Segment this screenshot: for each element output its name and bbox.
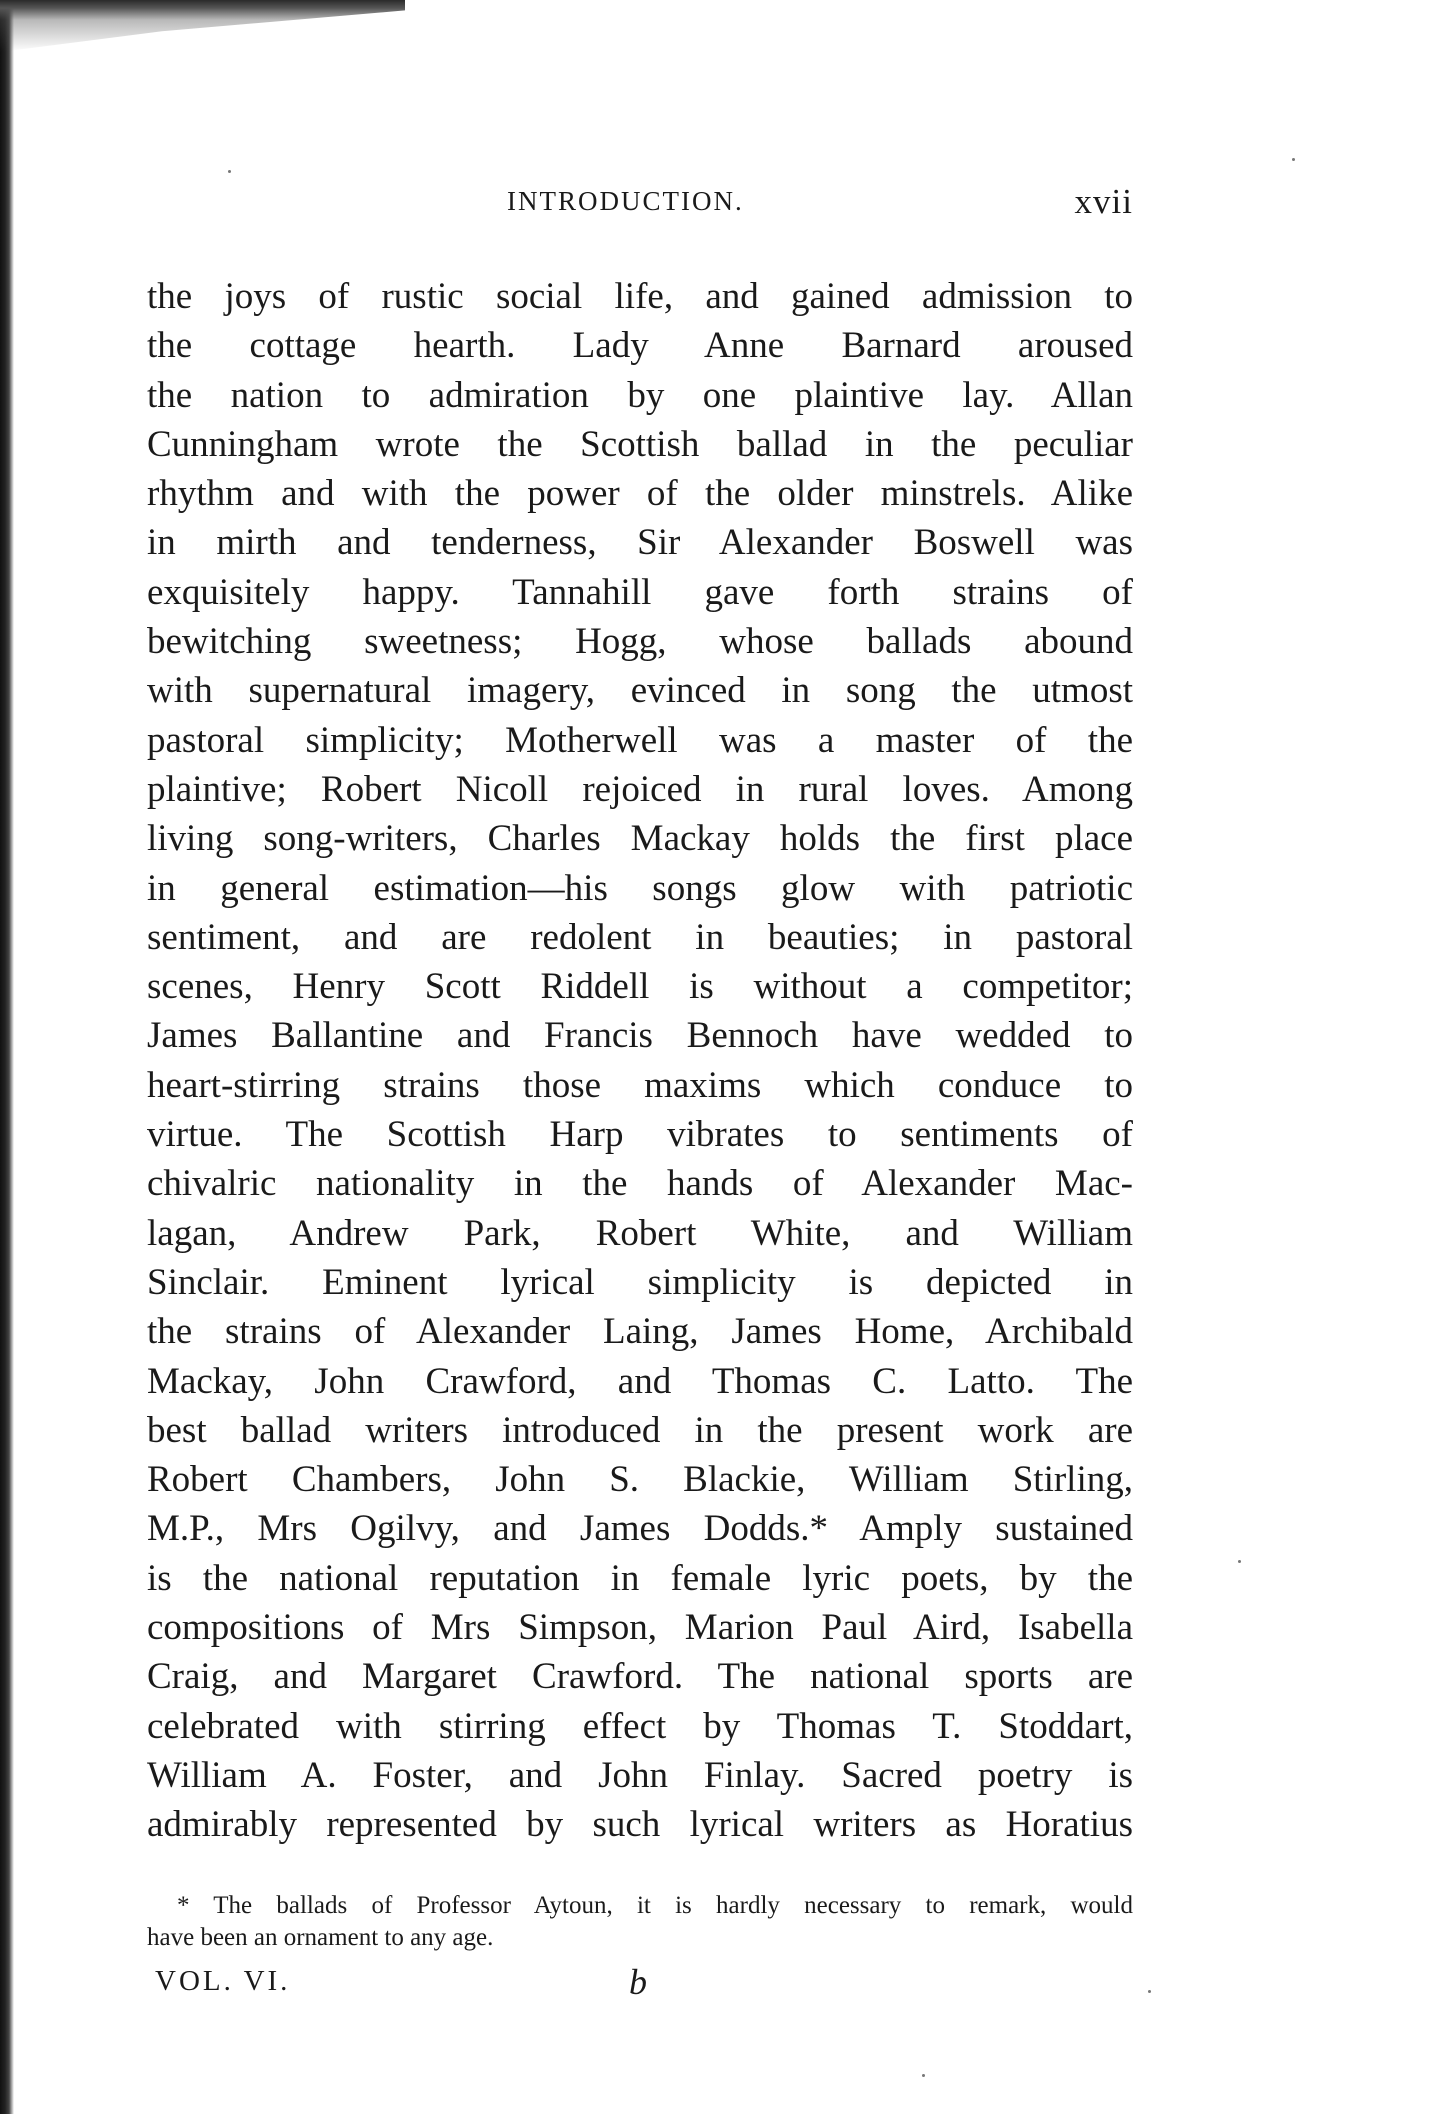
text-line: in mirth and tenderness, Sir Alexander Boswell was [147,522,1133,564]
text-line: James Ballantine and Francis Bennoch have wedded to [147,1015,1133,1057]
text-line: Robert Chambers, John S. Blackie, William Stirling, [147,1459,1133,1501]
text-line: bewitching sweetness; Hogg, whose ballads abound [147,621,1133,663]
text-line: virtue. The Scottish Harp vibrates to sentiments of [147,1114,1133,1156]
text-line: Mackay, John Crawford, and Thomas C. Latto. The [147,1360,1133,1402]
text-line: scenes, Henry Scott Riddell is without a competitor; [147,966,1133,1008]
text-line: heart-stirring strains those maxims which conduce to [147,1064,1133,1106]
text-line: with supernatural imagery, evinced in song the utmost [147,670,1133,712]
volume-signature: VOL. VI. [155,1965,291,1997]
text-line: in general estimation—his songs glow with patriotic [147,867,1133,909]
body-text [147,272,1133,1850]
text-line: living song-writers, Charles Mackay holds the first place [147,818,1133,860]
footnote [147,1890,1133,1954]
footnote-line: have been an ornament to any age. [147,1924,494,1951]
text-line: sentiment, and are redolent in beauties; in pastoral [147,916,1133,958]
text-line: exquisitely happy. Tannahill gave forth strains of [147,571,1133,613]
text-line: the joys of rustic social life, and gained admission to [147,276,1133,317]
text-line: celebrated with stirring effect by Thomas T. Stoddart, [147,1705,1133,1747]
running-title: INTRODUCTION. [507,186,744,216]
text-line: plaintive; Robert Nicoll rejoiced in rural loves. Among [147,768,1133,810]
text-line: best ballad writers introduced in the present work are [147,1409,1133,1451]
signature-line [147,1962,1133,2009]
book-page [147,0,1133,2114]
text-line: the nation to admiration by one plaintive lay. Allan [147,374,1133,416]
text-line: Cunningham wrote the Scottish ballad in the peculiar [147,423,1133,465]
text-line: William A. Foster, and John Finlay. Sacred poetry is [147,1754,1133,1796]
paper-speck [1292,158,1295,161]
text-line: admirably represented by such lyrical writers as Horatius [147,1804,1133,1846]
running-head [147,182,1133,226]
text-line: compositions of Mrs Simpson, Marion Paul Aird, Isabella [147,1607,1133,1649]
text-line: the strains of Alexander Laing, James Home, Archibald [147,1311,1133,1353]
footnote-line: * The ballads of Professor Aytoun, it is hardly necessary to remark, would [177,1892,1133,1919]
text-line: chivalric nationality in the hands of Alexander Mac- [147,1163,1133,1205]
paper-speck [1148,1990,1151,1993]
text-line: rhythm and with the power of the older minstrels. Alike [147,473,1133,515]
paper-speck [1238,1560,1241,1563]
text-line: M.P., Mrs Ogilvy, and James Dodds.* Amply sustained [147,1508,1133,1550]
paper-speck [228,170,231,173]
text-line: lagan, Andrew Park, Robert White, and William [147,1212,1133,1254]
text-line: Craig, and Margaret Crawford. The national sports are [147,1656,1133,1698]
page-number: xvii [1074,182,1133,221]
paper-speck [922,2074,925,2077]
text-line: is the national reputation in female lyric poets, by the [147,1557,1133,1599]
text-line: the cottage hearth. Lady Anne Barnard aroused [147,325,1133,367]
gathering-letter: b [629,1962,647,2002]
text-line: pastoral simplicity; Motherwell was a master of the [147,719,1133,761]
binding-edge [0,0,14,2114]
text-line: Sinclair. Eminent lyrical simplicity is depicted in [147,1261,1133,1303]
